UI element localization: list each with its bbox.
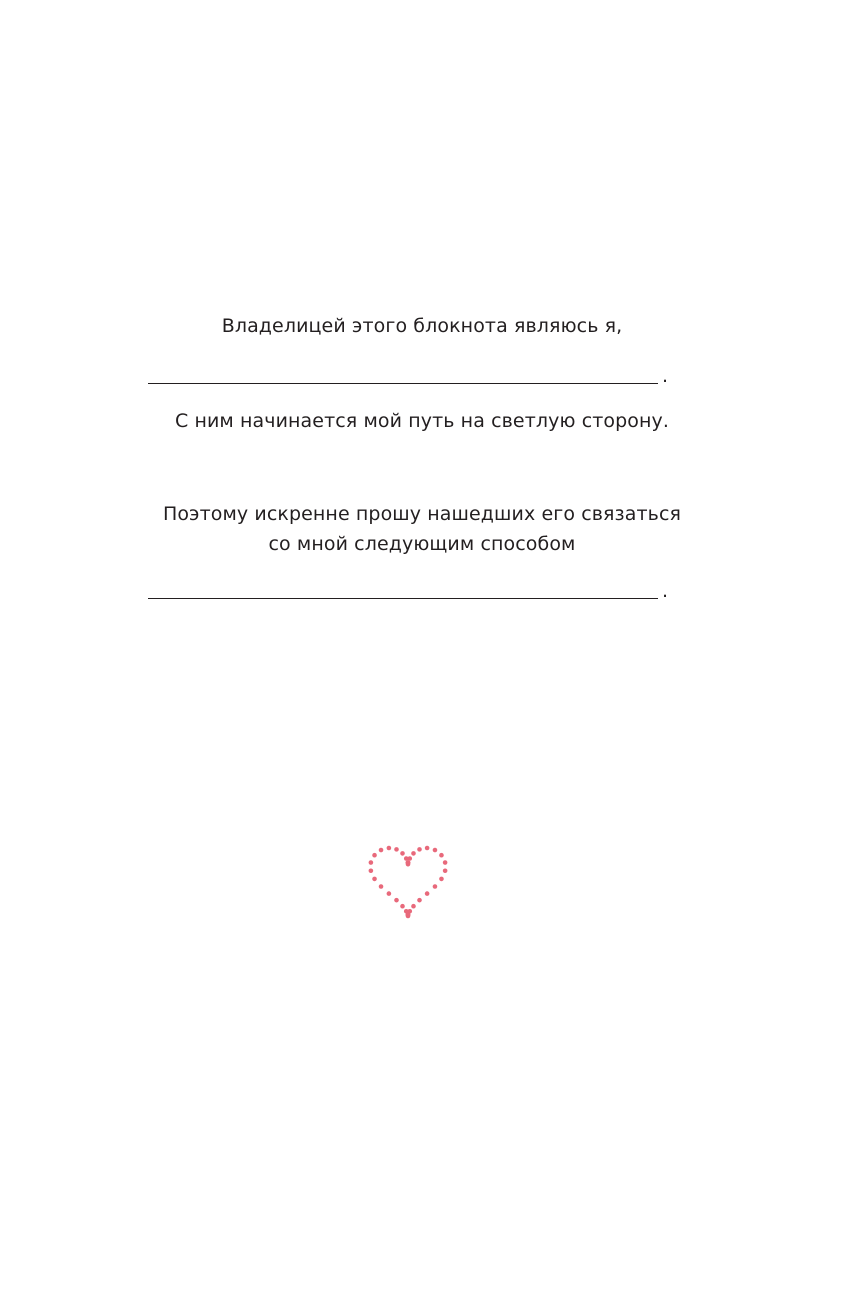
heart-dot <box>400 904 405 909</box>
journey-text: С ним начинается мой путь на светлую сторону. <box>174 410 670 432</box>
heart-dot <box>404 909 409 914</box>
contact-method-underline <box>148 598 658 599</box>
heart-dot <box>387 846 392 851</box>
heart-dot <box>433 884 438 889</box>
heart-dot <box>372 877 377 882</box>
heart-dot <box>404 856 409 861</box>
heart-dot <box>411 851 416 856</box>
contact-request-line-2: со мной следующим способом <box>268 533 576 555</box>
contact-request-line-1: Поэтому искренне прошу нашедших его связаться <box>162 503 682 525</box>
owner-intro-text: Владелицей этого блокнота являюсь я, <box>221 315 623 337</box>
heart-dot <box>405 860 410 865</box>
heart-dot <box>400 851 405 856</box>
heart-dot <box>443 868 448 873</box>
heart-dot <box>439 853 444 858</box>
heart-dot <box>425 891 430 896</box>
heart-dot <box>425 846 430 851</box>
heart-dot <box>417 847 422 852</box>
heart-dot <box>372 853 377 858</box>
heart-dot <box>369 868 374 873</box>
heart-dot <box>387 891 392 896</box>
heart-dot <box>394 847 399 852</box>
heart-dot <box>379 884 384 889</box>
heart-dot <box>443 860 448 865</box>
heart-dot <box>439 877 444 882</box>
owner-name-period: . <box>662 365 669 387</box>
owner-name-underline <box>148 383 658 384</box>
contact-method-blank <box>148 579 678 603</box>
dotted-heart-icon <box>364 840 452 922</box>
heart-dot <box>417 898 422 903</box>
heart-dot <box>411 904 416 909</box>
heart-dot <box>394 898 399 903</box>
heart-dot <box>379 848 384 853</box>
contact-method-period: . <box>662 580 669 602</box>
heart-dot <box>369 860 374 865</box>
owner-name-blank <box>148 364 678 388</box>
heart-dot <box>433 848 438 853</box>
